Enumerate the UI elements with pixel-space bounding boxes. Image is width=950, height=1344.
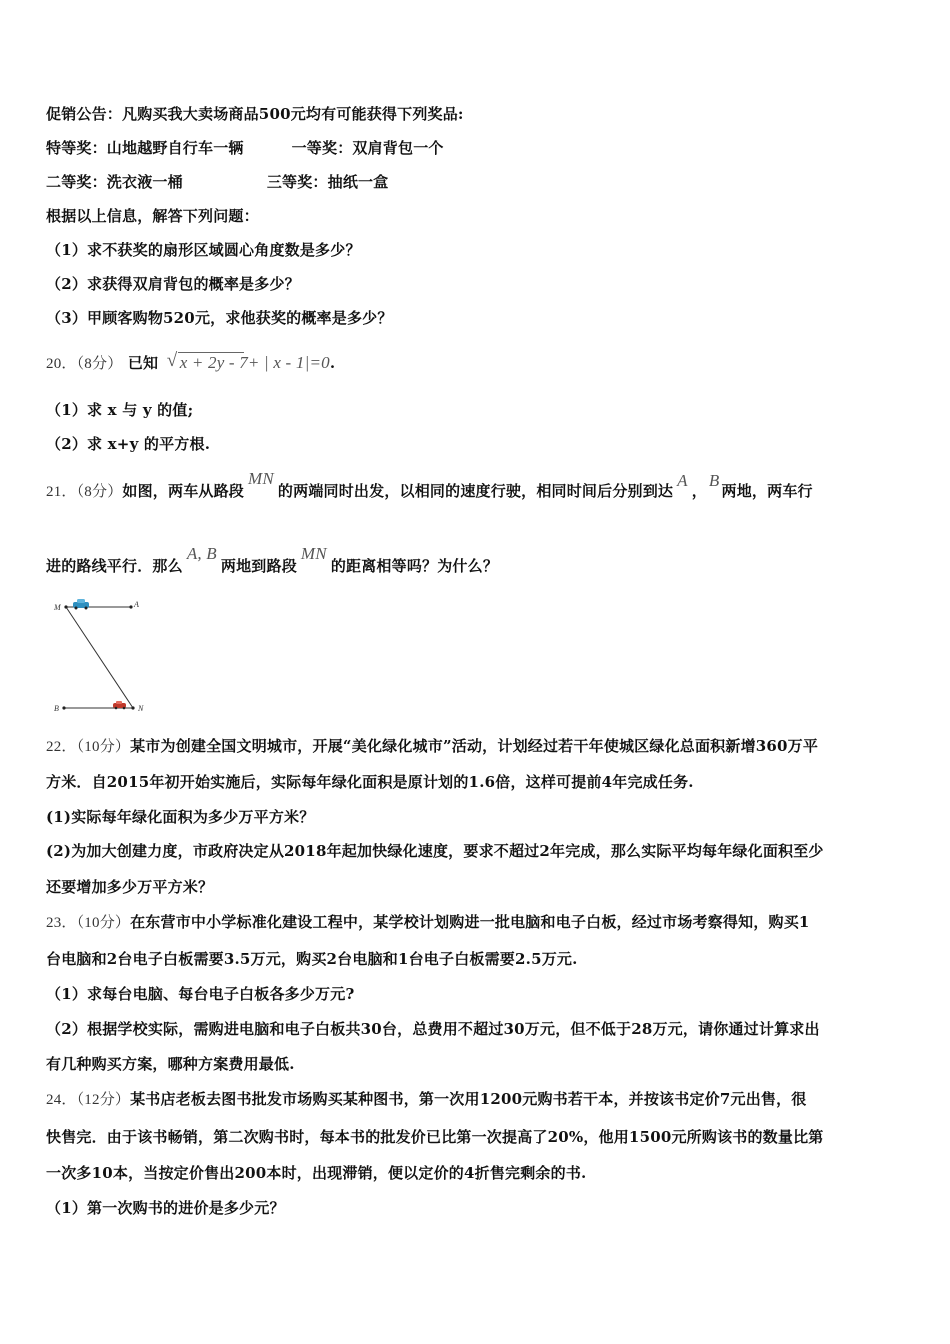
segment-mn: MN	[248, 469, 274, 488]
problem-24-text-1: 某书店老板去图书批发市场购买某种图书，第一次用1200元购书若干本，并按该书定价7元出售，很	[130, 1090, 807, 1108]
problem-20-q1: （1）求 x 与 y 的值;	[46, 401, 194, 419]
problem-23-text-1: 在东营市中小学标准化建设工程中，某学校计划购进一批电脑和电子白板，经过市场考察得知，购买1	[130, 913, 810, 931]
promo-q2: （2）求获得双肩背包的概率是多少？	[46, 275, 300, 293]
problem-20	[46, 352, 335, 373]
point-b: B	[708, 471, 720, 490]
road-figure	[46, 596, 156, 716]
problem-24-line-1	[46, 1088, 807, 1109]
points-ab: A, B	[186, 544, 217, 563]
sqrt-expression: √ x + 2y - 7	[166, 350, 248, 372]
problem-20-end: .	[329, 354, 336, 372]
first-prize: 一等奖：双肩背包一个	[291, 139, 444, 157]
problem-22-number: 22．（10分）	[46, 739, 131, 755]
third-prize: 三等奖：抽纸一盒	[266, 173, 389, 191]
problem-22-q1: (1)实际每年绿化面积为多少万平方米？	[46, 808, 315, 826]
label-b: B	[54, 704, 59, 713]
problem-23-line-1	[46, 911, 810, 932]
problem-21-text-5: 两地到路段	[220, 557, 297, 575]
problem-21-comma: ，	[691, 482, 707, 500]
problem-21-text-3: 两地，两车行	[721, 482, 813, 500]
problem-21-text-1: 如图，两车从路段	[122, 482, 245, 500]
point-b-dot	[62, 706, 65, 709]
point-a: A	[677, 471, 688, 490]
problem-21-text-2: 的两端同时出发，以相同的速度行驶，相同时间后分别到达	[277, 482, 674, 500]
promo-intro: 根据以上信息，解答下列问题：	[46, 207, 259, 225]
segment-mn-2: MN	[300, 544, 327, 563]
problem-22-line-2: 方米．自2015年初开始实施后，实际每年绿化面积是原计划的1.6倍，这样可提前4年完成任务.	[46, 773, 694, 791]
prize-row-1	[46, 137, 444, 158]
problem-22-q2-line-2: 还要增加多少万平方米？	[46, 878, 214, 896]
problem-21-text-4: 进的路线平行．那么	[46, 557, 183, 575]
abs-expression: + | x - 1|=0	[247, 353, 330, 372]
promo-notice: 促销公告：凡购买我大卖场商品500元均有可能获得下列奖品:	[46, 105, 464, 123]
problem-22-text-1: 某市为创建全国文明城市，开展“美化绿化城市”活动，计划经过若干年使城区绿化总面积新增360万平	[130, 737, 819, 755]
label-m: M	[54, 603, 61, 612]
problem-23-line-2: 台电脑和2台电子白板需要3.5万元，购买2台电脑和1台电子白板需要2.5万元.	[46, 950, 578, 968]
promo-q1: （1）求不获奖的扇形区域圆心角度数是多少？	[46, 241, 361, 259]
label-n: N	[138, 704, 144, 713]
problem-22-q2-line-1: (2)为加大创建力度，市政府决定从2018年起加快绿化速度，要求不超过2年完成，那么实际平均每年绿化面积至少	[46, 842, 824, 860]
problem-23-q2-line-1: （2）根据学校实际，需购进电脑和电子白板共30台，总费用不超过30万元，但不低于28万元，请你通过计算求出	[46, 1020, 820, 1038]
second-prize: 二等奖：洗衣液一桶	[46, 173, 183, 191]
point-m-dot	[64, 605, 67, 608]
problem-24-line-2: 快售完．由于该书畅销，第二次购书时，每本书的批发价已比第一次提高了20%，他用1500元所购该书的数量比第	[46, 1128, 824, 1146]
promo-q3: （3）甲顾客购物520元，求他获奖的概率是多少？	[46, 309, 393, 327]
problem-24-number: 24．（12分）	[46, 1092, 131, 1108]
problem-21-text-6: 的距离相等吗？为什么？	[330, 557, 499, 575]
problem-22-line-1	[46, 735, 818, 756]
special-prize: 特等奖：山地越野自行车一辆	[46, 139, 244, 157]
label-a: A	[134, 600, 139, 609]
problem-23-number: 23．（10分）	[46, 915, 131, 931]
problem-21-line-2	[46, 544, 499, 576]
problem-21-line-1	[46, 469, 813, 501]
point-n-dot	[131, 706, 134, 709]
problem-20-number: 20．（8分）	[46, 356, 123, 372]
problem-21-number: 21．（8分）	[46, 484, 123, 500]
problem-24-q1: （1）第一次购书的进价是多少元？	[46, 1199, 285, 1217]
problem-24-line-3: 一次多10本，当按定价售出200本时，出现滞销，便以定价的4折售完剩余的书.	[46, 1164, 587, 1182]
point-a-dot	[129, 605, 132, 608]
problem-23-q2-line-2: 有几种购买方案，哪种方案费用最低.	[46, 1055, 295, 1073]
blue-car-icon	[73, 599, 89, 610]
prize-row-2	[46, 171, 388, 192]
segment-mn-line	[66, 607, 133, 708]
radicand: x + 2y - 7	[179, 353, 248, 372]
problem-20-text: 已知	[127, 354, 159, 372]
problem-23-q1: （1）求每台电脑、每台电子白板各多少万元?	[46, 985, 355, 1003]
problem-20-q2: （2）求 x+y 的平方根.	[46, 435, 211, 453]
